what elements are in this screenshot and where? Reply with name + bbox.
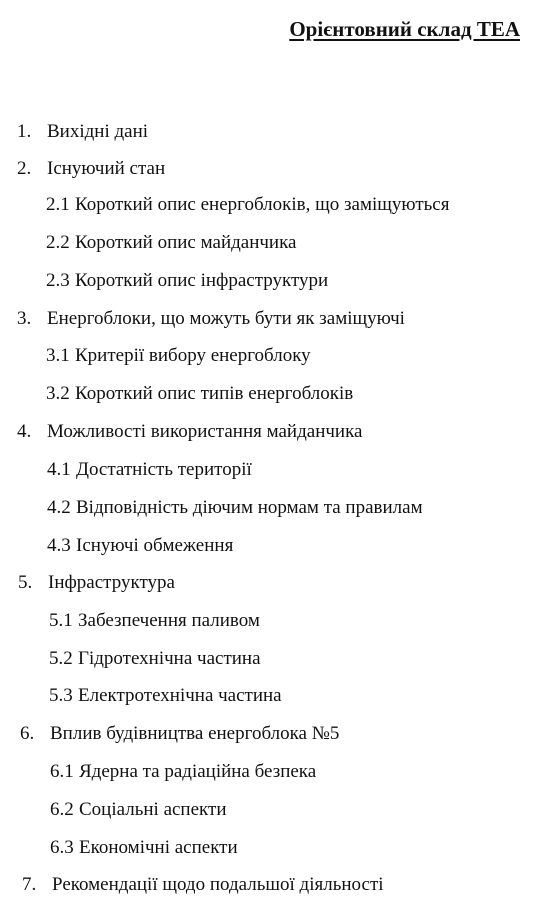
toc-item-text: Короткий опис енергоблоків, що заміщуються (75, 194, 450, 215)
toc-subitem (49, 647, 261, 671)
toc-subitem (47, 534, 233, 558)
toc-item-number: 3.2 (46, 383, 70, 404)
toc-item-text: Існуючі обмеження (76, 535, 234, 556)
toc-item (20, 722, 339, 746)
toc-item-number: 4.2 (47, 497, 71, 518)
toc-item-text: Відповідність діючим нормам та правилам (76, 497, 423, 518)
toc-item-text: Короткий опис майданчика (75, 232, 297, 253)
toc-item-number: 3. (17, 308, 32, 329)
toc-item-text: Економічні аспекти (79, 837, 238, 858)
toc-item-number: 4.1 (47, 459, 71, 480)
toc-item-number: 6.2 (50, 799, 74, 820)
toc-item-text: Соціальні аспекти (79, 799, 227, 820)
toc-item-text: Можливості використання майданчика (47, 421, 363, 442)
toc-item-number: 2.3 (46, 270, 70, 291)
toc-item-number: 6. (20, 723, 35, 744)
toc-item-text: Рекомендації щодо подальшої діяльності (52, 874, 384, 895)
toc-item-number: 5. (18, 572, 33, 593)
toc-item (17, 120, 148, 144)
toc-item-number: 5.3 (49, 685, 73, 706)
toc-item-text: Існуючий стан (47, 158, 166, 179)
toc-item (18, 571, 175, 595)
toc-item (17, 157, 165, 181)
toc-subitem (50, 836, 238, 860)
toc-item-number: 2.2 (46, 232, 70, 253)
toc-item-text: Електротехнічна частина (78, 685, 282, 706)
toc-item-number: 4.3 (47, 535, 71, 556)
toc-item-number: 3.1 (46, 345, 70, 366)
toc-item-number: 4. (17, 421, 32, 442)
toc-item-number: 5.1 (49, 610, 73, 631)
toc-item (22, 873, 384, 897)
toc-item (17, 420, 362, 444)
toc-item-number: 7. (22, 874, 37, 895)
toc-subitem (47, 458, 252, 482)
toc-subitem (50, 760, 316, 784)
toc-item-number: 2. (17, 158, 32, 179)
toc-item-text: Ядерна та радіаційна безпека (79, 761, 317, 782)
toc-subitem (49, 684, 282, 708)
toc-item (17, 307, 405, 331)
toc-item-text: Енергоблоки, що можуть бути як заміщуючі (47, 308, 405, 329)
toc-item-text: Достатність території (76, 459, 252, 480)
toc-item-number: 6.1 (50, 761, 74, 782)
toc-item-text: Вплив будівництва енергоблока №5 (50, 723, 340, 744)
document-title: Орієнтовний склад ТЕА (289, 17, 520, 41)
toc-item-text: Короткий опис типів енергоблоків (75, 383, 354, 404)
toc-subitem (46, 269, 328, 293)
toc-item-text: Критерії вибору енергоблоку (75, 345, 311, 366)
toc-item-text: Гідротехнічна частина (78, 648, 261, 669)
toc-item-text: Інфраструктура (48, 572, 175, 593)
toc-item-number: 1. (17, 121, 32, 142)
toc-item-number: 5.2 (49, 648, 73, 669)
toc-subitem (46, 231, 296, 255)
toc-item-number: 6.3 (50, 837, 74, 858)
toc-subitem (46, 193, 449, 217)
toc-subitem (47, 496, 423, 520)
toc-subitem (49, 609, 260, 633)
toc-item-text: Забезпечення паливом (78, 610, 260, 631)
toc-item-number: 2.1 (46, 194, 70, 215)
toc-subitem (50, 798, 226, 822)
toc-subitem (46, 344, 311, 368)
toc-subitem (46, 382, 353, 406)
toc-item-text: Вихідні дані (47, 121, 149, 142)
toc-item-text: Короткий опис інфраструктури (75, 270, 329, 291)
